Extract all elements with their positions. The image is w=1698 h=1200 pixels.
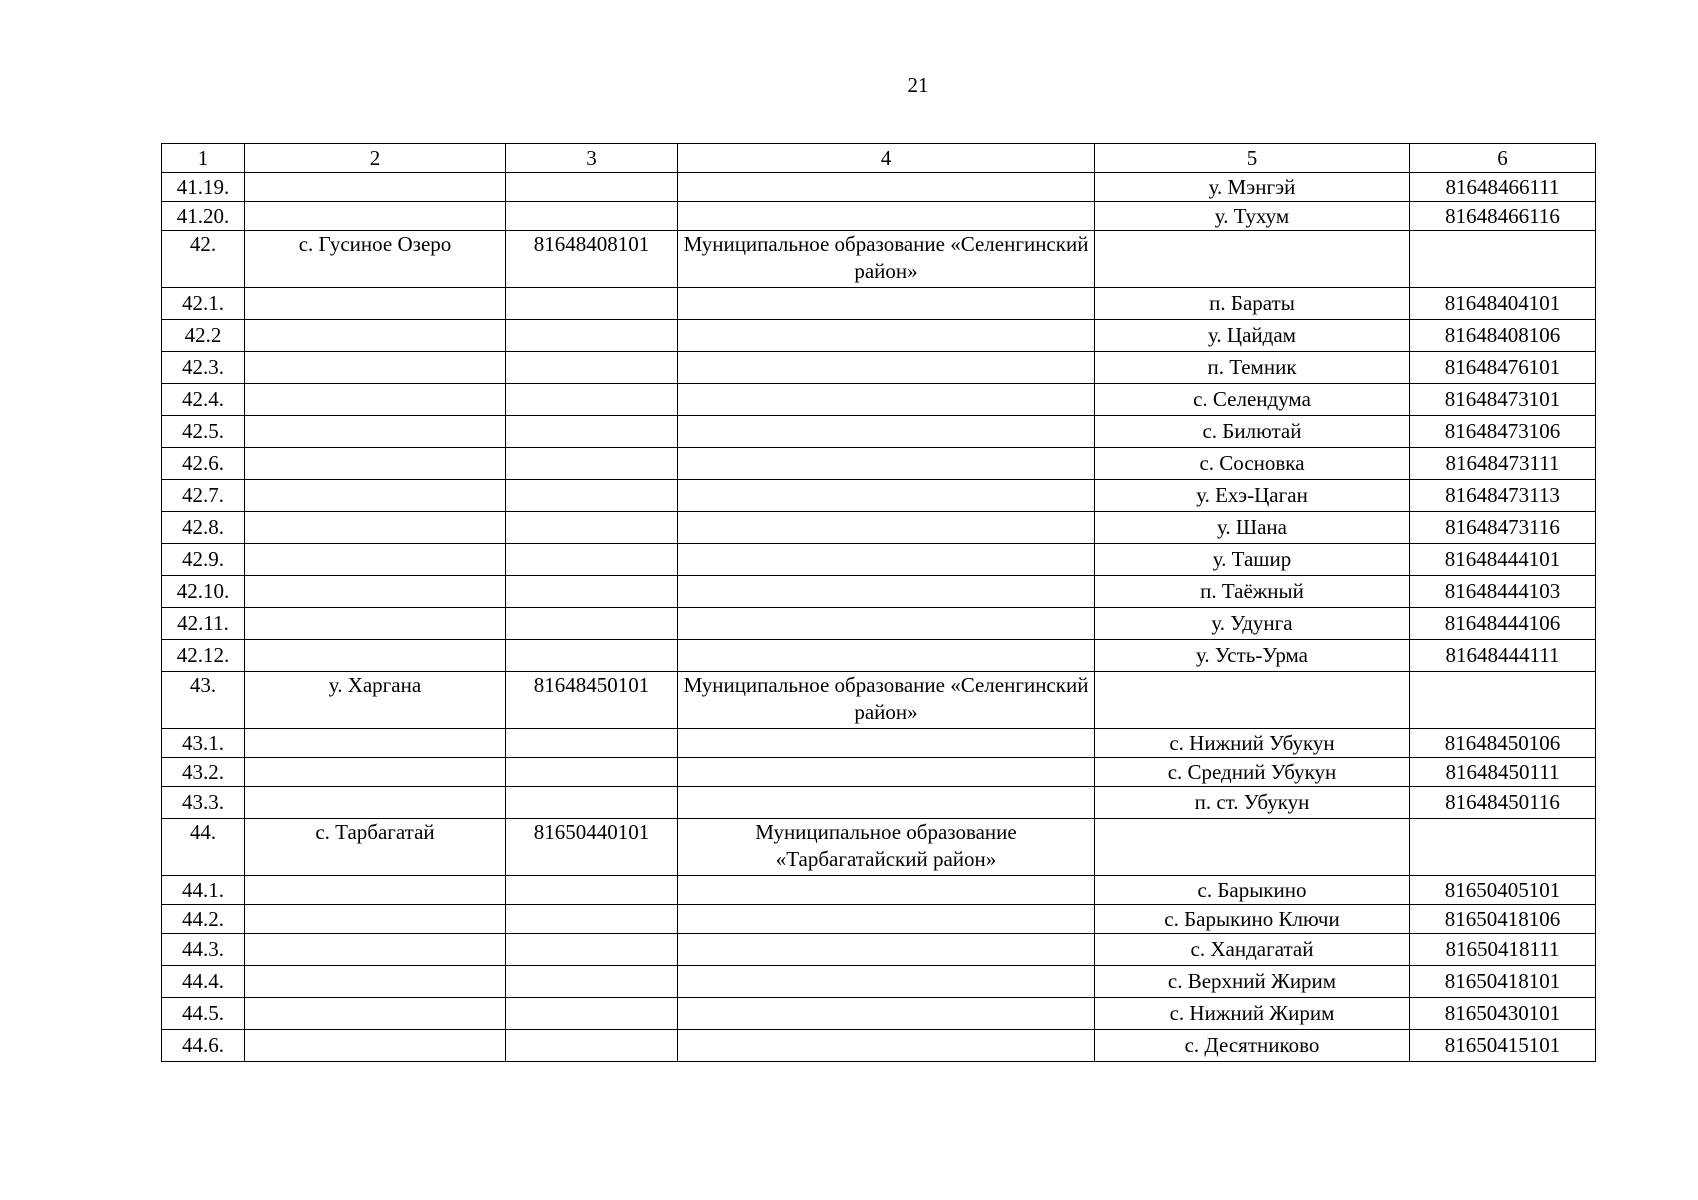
locality-name-cell <box>245 934 506 966</box>
row-number-cell: 44.5. <box>162 998 245 1030</box>
settlement-name-cell: п. Бараты <box>1095 288 1410 320</box>
municipality-cell: Муниципальное образование «Селенгинский район» <box>678 672 1095 729</box>
table-body <box>162 144 1596 1062</box>
settlement-code-cell: 81650418111 <box>1410 934 1596 966</box>
settlement-name-cell: у. Мэнгэй <box>1095 173 1410 202</box>
row-number-cell: 42.5. <box>162 416 245 448</box>
locality-code-cell <box>506 173 678 202</box>
settlement-name-cell: с. Барыкино Ключи <box>1095 905 1410 934</box>
settlement-code-cell: 81648473101 <box>1410 384 1596 416</box>
settlement-code-cell: 81648444106 <box>1410 608 1596 640</box>
locality-name-cell <box>245 729 506 758</box>
locality-name-cell <box>245 758 506 787</box>
locality-code-cell <box>506 608 678 640</box>
locality-code-cell <box>506 1030 678 1062</box>
settlement-name-cell: с. Хандагатай <box>1095 934 1410 966</box>
locality-name-cell <box>245 480 506 512</box>
settlement-name-cell: с. Селендума <box>1095 384 1410 416</box>
settlement-name-cell: у. Удунга <box>1095 608 1410 640</box>
municipality-cell: Муниципальное образование «Селенгинский район» <box>678 231 1095 288</box>
row-number-cell: 44.3. <box>162 934 245 966</box>
municipality-cell <box>678 934 1095 966</box>
locality-code-cell <box>506 934 678 966</box>
table-row <box>162 640 1596 672</box>
municipality-cell <box>678 173 1095 202</box>
table-row <box>162 819 1596 876</box>
locality-name-cell <box>245 384 506 416</box>
row-number-cell: 44.2. <box>162 905 245 934</box>
locality-name-cell <box>245 202 506 231</box>
settlement-name-cell: у. Ехэ-Цаган <box>1095 480 1410 512</box>
row-number-cell: 42.1. <box>162 288 245 320</box>
table-row <box>162 1030 1596 1062</box>
municipality-cell <box>678 448 1095 480</box>
settlement-code-cell: 81648473116 <box>1410 512 1596 544</box>
locality-name-cell <box>245 1030 506 1062</box>
locality-name-cell: у. Харгана <box>245 672 506 729</box>
locality-name-cell <box>245 352 506 384</box>
row-number-cell: 43. <box>162 672 245 729</box>
row-number-cell: 42.7. <box>162 480 245 512</box>
page-number: 21 <box>907 73 929 97</box>
table-row <box>162 480 1596 512</box>
row-number-cell: 43.2. <box>162 758 245 787</box>
settlement-code-cell: 81648450106 <box>1410 729 1596 758</box>
locality-code-cell <box>506 966 678 998</box>
settlement-code-cell: 81650430101 <box>1410 998 1596 1030</box>
table-row <box>162 544 1596 576</box>
table-row <box>162 352 1596 384</box>
row-number-cell: 44.6. <box>162 1030 245 1062</box>
municipality-cell <box>678 787 1095 819</box>
locality-code-cell <box>506 729 678 758</box>
settlement-code-cell: 81648476101 <box>1410 352 1596 384</box>
settlement-name-cell: с. Нижний Жирим <box>1095 998 1410 1030</box>
table-row <box>162 998 1596 1030</box>
table-row <box>162 576 1596 608</box>
header-cell: 1 <box>162 144 245 173</box>
municipality-cell <box>678 608 1095 640</box>
row-number-cell: 42. <box>162 231 245 288</box>
locality-code-cell: 81650440101 <box>506 819 678 876</box>
table-row <box>162 416 1596 448</box>
locality-code-cell <box>506 544 678 576</box>
settlement-name-cell: с. Билютай <box>1095 416 1410 448</box>
table-row <box>162 729 1596 758</box>
settlement-name-cell <box>1095 231 1410 288</box>
locality-name-cell <box>245 905 506 934</box>
settlement-code-cell: 81648450111 <box>1410 758 1596 787</box>
locality-code-cell <box>506 320 678 352</box>
settlement-name-cell <box>1095 672 1410 729</box>
row-number-cell: 42.11. <box>162 608 245 640</box>
locality-code-cell <box>506 512 678 544</box>
settlement-code-cell <box>1410 231 1596 288</box>
municipality-cell <box>678 905 1095 934</box>
table-row <box>162 608 1596 640</box>
locality-name-cell <box>245 320 506 352</box>
row-number-cell: 44.1. <box>162 876 245 905</box>
municipality-cell <box>678 288 1095 320</box>
locality-name-cell <box>245 544 506 576</box>
locality-code-cell <box>506 758 678 787</box>
locality-name-cell: с. Тарбагатай <box>245 819 506 876</box>
locality-code-cell <box>506 876 678 905</box>
row-number-cell: 42.4. <box>162 384 245 416</box>
locality-name-cell <box>245 512 506 544</box>
locality-code-cell <box>506 416 678 448</box>
table-row <box>162 512 1596 544</box>
settlements-table <box>161 143 1596 1062</box>
settlement-code-cell: 81648408106 <box>1410 320 1596 352</box>
locality-name-cell <box>245 998 506 1030</box>
locality-name-cell <box>245 966 506 998</box>
settlement-code-cell <box>1410 819 1596 876</box>
header-cell: 3 <box>506 144 678 173</box>
settlement-code-cell: 81648404101 <box>1410 288 1596 320</box>
municipality-cell <box>678 512 1095 544</box>
settlement-name-cell: п. Таёжный <box>1095 576 1410 608</box>
settlement-code-cell: 81648473106 <box>1410 416 1596 448</box>
table-row <box>162 202 1596 231</box>
settlement-name-cell: у. Цайдам <box>1095 320 1410 352</box>
header-cell: 2 <box>245 144 506 173</box>
row-number-cell: 42.9. <box>162 544 245 576</box>
municipality-cell <box>678 576 1095 608</box>
locality-code-cell <box>506 352 678 384</box>
table-row <box>162 173 1596 202</box>
row-number-cell: 44. <box>162 819 245 876</box>
table-row <box>162 672 1596 729</box>
table-row <box>162 384 1596 416</box>
header-cell: 4 <box>678 144 1095 173</box>
table-row <box>162 320 1596 352</box>
header-cell: 5 <box>1095 144 1410 173</box>
table-row <box>162 758 1596 787</box>
table-header-row <box>162 144 1596 173</box>
settlement-code-cell: 81648473111 <box>1410 448 1596 480</box>
row-number-cell: 42.3. <box>162 352 245 384</box>
table-row <box>162 448 1596 480</box>
header-cell: 6 <box>1410 144 1596 173</box>
table-row <box>162 876 1596 905</box>
table-row <box>162 288 1596 320</box>
municipality-cell <box>678 876 1095 905</box>
locality-code-cell <box>506 905 678 934</box>
table-row <box>162 934 1596 966</box>
row-number-cell: 43.3. <box>162 787 245 819</box>
row-number-cell: 42.6. <box>162 448 245 480</box>
settlement-code-cell: 81650415101 <box>1410 1030 1596 1062</box>
row-number-cell: 42.8. <box>162 512 245 544</box>
locality-code-cell <box>506 787 678 819</box>
municipality-cell <box>678 416 1095 448</box>
settlement-name-cell: у. Тухум <box>1095 202 1410 231</box>
municipality-cell <box>678 202 1095 231</box>
locality-name-cell: с. Гусиное Озеро <box>245 231 506 288</box>
municipality-cell <box>678 352 1095 384</box>
municipality-cell <box>678 544 1095 576</box>
table-row <box>162 231 1596 288</box>
locality-code-cell <box>506 640 678 672</box>
settlement-code-cell: 81650418101 <box>1410 966 1596 998</box>
row-number-cell: 42.2 <box>162 320 245 352</box>
municipality-cell <box>678 1030 1095 1062</box>
municipality-cell <box>678 729 1095 758</box>
locality-code-cell <box>506 576 678 608</box>
locality-code-cell: 81648408101 <box>506 231 678 288</box>
locality-code-cell <box>506 202 678 231</box>
municipality-cell <box>678 640 1095 672</box>
settlement-name-cell: с. Десятниково <box>1095 1030 1410 1062</box>
locality-name-cell <box>245 416 506 448</box>
municipality-cell <box>678 384 1095 416</box>
settlement-name-cell <box>1095 819 1410 876</box>
settlement-code-cell: 81648450116 <box>1410 787 1596 819</box>
locality-name-cell <box>245 608 506 640</box>
locality-code-cell <box>506 998 678 1030</box>
municipality-cell <box>678 998 1095 1030</box>
table-row <box>162 787 1596 819</box>
row-number-cell: 41.19. <box>162 173 245 202</box>
locality-name-cell <box>245 876 506 905</box>
table-row <box>162 905 1596 934</box>
settlement-code-cell <box>1410 672 1596 729</box>
municipality-cell <box>678 320 1095 352</box>
settlement-name-cell: п. ст. Убукун <box>1095 787 1410 819</box>
settlement-name-cell: с. Сосновка <box>1095 448 1410 480</box>
locality-code-cell <box>506 448 678 480</box>
municipality-cell <box>678 480 1095 512</box>
locality-code-cell <box>506 384 678 416</box>
locality-code-cell: 81648450101 <box>506 672 678 729</box>
settlement-code-cell: 81650418106 <box>1410 905 1596 934</box>
settlement-code-cell: 81648473113 <box>1410 480 1596 512</box>
settlement-code-cell: 81648466116 <box>1410 202 1596 231</box>
municipality-cell: Муниципальное образование «Тарбагатайский район» <box>678 819 1095 876</box>
settlement-code-cell: 81648444111 <box>1410 640 1596 672</box>
table-row <box>162 966 1596 998</box>
settlement-name-cell: с. Барыкино <box>1095 876 1410 905</box>
locality-name-cell <box>245 173 506 202</box>
row-number-cell: 41.20. <box>162 202 245 231</box>
settlement-name-cell: с. Нижний Убукун <box>1095 729 1410 758</box>
settlement-code-cell: 81648444101 <box>1410 544 1596 576</box>
locality-name-cell <box>245 288 506 320</box>
row-number-cell: 42.10. <box>162 576 245 608</box>
settlement-code-cell: 81648444103 <box>1410 576 1596 608</box>
row-number-cell: 44.4. <box>162 966 245 998</box>
row-number-cell: 43.1. <box>162 729 245 758</box>
locality-name-cell <box>245 576 506 608</box>
municipality-cell <box>678 966 1095 998</box>
settlement-code-cell: 81650405101 <box>1410 876 1596 905</box>
locality-name-cell <box>245 448 506 480</box>
settlement-name-cell: п. Темник <box>1095 352 1410 384</box>
locality-name-cell <box>245 787 506 819</box>
settlement-name-cell: у. Ташир <box>1095 544 1410 576</box>
settlement-code-cell: 81648466111 <box>1410 173 1596 202</box>
locality-code-cell <box>506 288 678 320</box>
settlement-name-cell: у. Усть-Урма <box>1095 640 1410 672</box>
locality-name-cell <box>245 640 506 672</box>
locality-code-cell <box>506 480 678 512</box>
settlement-name-cell: у. Шана <box>1095 512 1410 544</box>
settlement-name-cell: с. Верхний Жирим <box>1095 966 1410 998</box>
row-number-cell: 42.12. <box>162 640 245 672</box>
settlement-name-cell: с. Средний Убукун <box>1095 758 1410 787</box>
municipality-cell <box>678 758 1095 787</box>
